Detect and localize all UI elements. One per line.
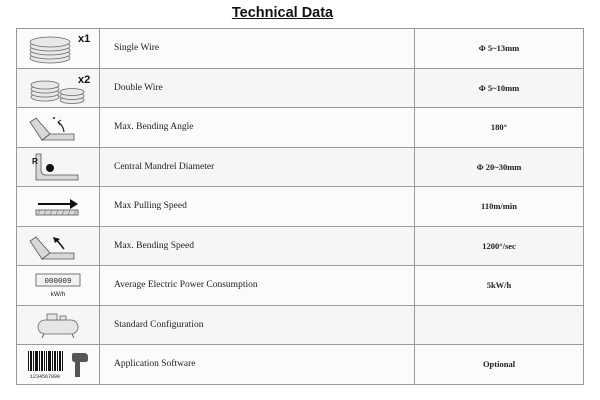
spec-label: Max. Bending Speed [100,226,415,266]
radius-label: R [32,156,38,166]
multiplier-label: x2 [78,73,91,86]
page-title: Technical Data [231,5,334,21]
table-row [17,29,584,69]
bending-angle-icon [17,108,100,148]
table-row [17,226,584,266]
multiplier-label: x1 [78,33,91,46]
spec-label: Max Pulling Speed [100,187,415,227]
technical-data-table [16,28,584,385]
table-row [17,305,584,345]
meter-unit: kW/h [50,291,66,299]
spec-label: Central Mandrel Diameter [100,147,415,187]
spec-value: 110m/min [415,187,584,227]
compressor-icon [17,305,100,345]
spec-value [415,305,584,345]
table-row [17,345,584,385]
spec-label: Average Electric Power Consumption [100,266,415,306]
table-row [17,147,584,187]
spec-value: 1200°/sec [415,226,584,266]
coil-single-icon [17,29,100,69]
spec-value: Optional [415,345,584,385]
table-row [17,108,584,148]
meter-digits: 000009 [44,278,72,287]
coil-double-icon [17,68,100,108]
table-row [17,187,584,227]
spec-label: Max. Bending Angle [100,108,415,148]
spec-label: Standard Configuration [100,305,415,345]
table-row [17,68,584,108]
spec-value: 5kW/h [415,266,584,306]
mandrel-icon [17,147,100,187]
spec-value: Φ 20~30mm [415,147,584,187]
spec-value: Φ 5~13mm [415,29,584,69]
spec-label: Single Wire [100,29,415,69]
power-meter-icon [17,266,100,306]
barcode-scanner-icon [17,345,100,385]
barcode-number: 1234567890 [29,374,61,381]
spec-value: Φ 5~10mm [415,68,584,108]
bending-speed-icon [17,226,100,266]
table-row [17,266,584,306]
spec-label: Application Software [100,345,415,385]
pulling-arrow-icon [17,187,100,227]
spec-value: 180° [415,108,584,148]
spec-label: Double Wire [100,68,415,108]
